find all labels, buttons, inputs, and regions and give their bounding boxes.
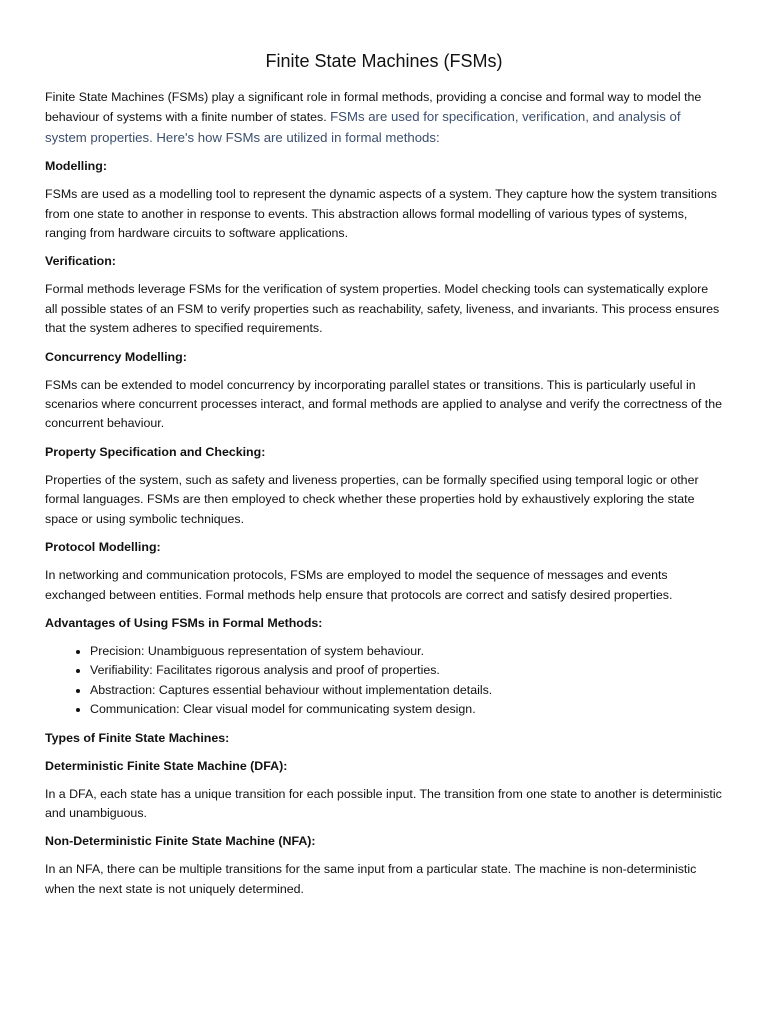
type-body-dfa: In a DFA, each state has a unique transition for each possible input. The transition from one state to another is deterministic and unambiguous. — [45, 786, 722, 820]
section-body-verification: Formal methods leverage FSMs for the verification of system properties. Model checking tools can systematically explore all possible states of an FSM to verify properties such as reachability, safety, liveness, and invariants. This process ensures that the system adheres to specified requirements. — [45, 282, 720, 336]
type-body-nfa: In an NFA, there can be multiple transitions for the same input from a particular state. The machine is non-deterministic when the next state is not uniquely determined. — [45, 862, 697, 896]
section-body-modelling: FSMs are used as a modelling tool to represent the dynamic aspects of a system. They capture how the system transitions from one state to another in response to events. This abstraction allows formal modelling of various types of systems, ranging from hardware circuits to software applications. — [45, 187, 717, 241]
list-item: • Precision: Unambiguous representation of system behaviour. — [90, 642, 723, 661]
types-heading: Types of Finite State Machines: — [45, 730, 230, 745]
type-heading-dfa: Deterministic Finite State Machine (DFA): — [45, 758, 288, 773]
section-body-concurrency: FSMs can be extended to model concurrency by incorporating parallel states or transitions. This is particularly useful in scenarios where concurrent processes interact, and formal methods are applied to analyse and verify the correctness of the concurrent behaviour. — [45, 377, 723, 431]
section-heading-concurrency: Concurrency Modelling: — [45, 349, 187, 364]
section-body-protocol: In networking and communication protocols, FSMs are employed to model the sequence of messages and events exchanged between entities. Formal methods help ensure that protocols are correct and satisfy desired properties. — [45, 568, 673, 602]
intro-text: Finite State Machines (FSMs) play a significant role in formal methods, providing a concise and formal way to model the behaviour of systems with a finite number of states. — [45, 90, 702, 125]
section-heading-verification: Verification: — [45, 254, 116, 269]
type-heading-nfa: Non-Deterministic Finite State Machine (NFA): — [45, 834, 316, 849]
intro-highlight-text: FSMs are used for specification, verification, and analysis of system properties. Here's how FSMs are utilized in formal methods: — [45, 109, 681, 145]
section-heading-modelling: Modelling: — [45, 159, 107, 174]
page-title: Finite State Machines (FSMs) — [265, 51, 503, 71]
advantages-list — [45, 642, 723, 720]
section-body-property-checking: Properties of the system, such as safety and liveness properties, can be formally specified using temporal logic or other formal languages. FSMs are then employed to check whether these properties hold by exhaustively exploring the state space or using symbolic techniques. — [45, 472, 699, 526]
section-heading-protocol: Protocol Modelling: — [45, 540, 161, 555]
intro-paragraph — [45, 88, 723, 148]
list-item: • Abstraction: Captures essential behaviour without implementation details. — [90, 681, 723, 700]
list-item: • Communication: Clear visual model for communicating system design. — [90, 700, 723, 719]
list-item: • Verifiability: Facilitates rigorous analysis and proof of properties. — [90, 661, 723, 680]
advantages-heading: Advantages of Using FSMs in Formal Methods: — [45, 615, 323, 630]
section-heading-property-checking: Property Specification and Checking: — [45, 444, 266, 459]
